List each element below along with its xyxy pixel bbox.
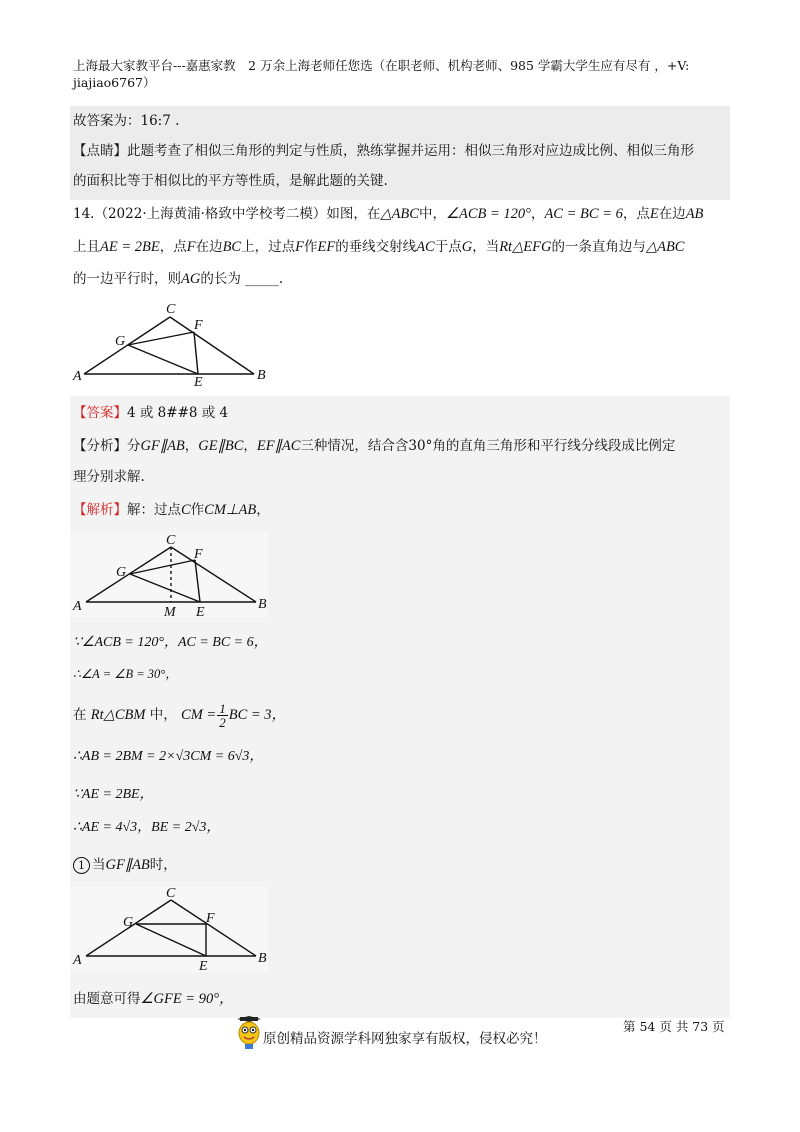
answer-line [73, 404, 729, 422]
solution-step7 [73, 990, 729, 1008]
q-text: 在边 [195, 239, 223, 255]
header-text: 上海最大家教平台---嘉惠家教 2 万余上海老师任您选（在职老师、机构老师、985 学霸大学生应有尽有 ，+V: jiajiao6767） [73, 58, 690, 90]
q-math: G [461, 239, 473, 255]
q-text: ，点 [159, 239, 187, 255]
q-text: 作 [303, 239, 318, 255]
a-text: ， [243, 438, 257, 454]
solution-tag: 【解析】 [73, 502, 127, 518]
q-text: 上且 [73, 239, 100, 255]
fraction-num: 1 [219, 701, 226, 716]
label-C: C [166, 302, 176, 317]
label-E: E [199, 959, 208, 974]
q-math: △ABC [645, 239, 685, 255]
prev-comment-line2: 的面积比等于相似比的平方等性质，是解此题的关键. [73, 173, 388, 189]
question-figure [70, 298, 280, 390]
a-math: GF∥AB [140, 438, 185, 454]
label-E: E [196, 605, 205, 620]
q-text: 的一条直角边与 [551, 239, 646, 255]
mascot-icon [236, 1016, 262, 1050]
page-header [73, 57, 733, 91]
fraction-half [217, 702, 228, 729]
label-A: A [73, 953, 82, 968]
label-C: C [166, 886, 176, 901]
s-text: 解：过点 [127, 502, 181, 518]
page-number: 第 54 页 共 73 页 [623, 1019, 725, 1034]
q-text: 于点 [434, 239, 462, 255]
s-math: C [181, 502, 191, 518]
label-F: F [206, 911, 215, 926]
label-M: M [164, 605, 176, 620]
q-math: ∠ACB = 120° [445, 206, 531, 222]
a-math: EF∥AC [256, 438, 301, 454]
q-math: BC [222, 239, 242, 255]
q-math: F [186, 239, 196, 255]
label-B: B [258, 597, 267, 612]
s-text: ， [256, 502, 270, 518]
solution-step4: ∴AB = 2BM = 2×√3CM = 6√3， [73, 749, 264, 764]
answer-blank: _____. [245, 271, 284, 287]
label-C: C [166, 533, 176, 548]
s-text: 中， [149, 707, 177, 723]
comment-tag: 【点睛】 [73, 143, 127, 159]
s-text: 作 [190, 502, 205, 518]
q-math: △ABC [380, 206, 419, 222]
q-text: ，当 [472, 239, 500, 255]
label-E: E [194, 375, 203, 390]
q-text: ， [530, 206, 545, 222]
fraction-den: 2 [219, 715, 226, 730]
s-math: Rt△CBM [90, 707, 146, 723]
solution-intro [73, 501, 729, 519]
s-text: 在 [73, 707, 87, 723]
comment-text-1: 此题考查了相似三角形的判定与性质，熟练掌握并运用：相似三角形对应边成比例、相似三角形 [127, 143, 694, 159]
analysis-line1 [73, 437, 729, 455]
question-line2 [73, 238, 729, 256]
q-math: AC = BC = 6 [544, 206, 623, 222]
q-math: AG [181, 271, 201, 287]
s-math: GF∥AB [105, 857, 150, 873]
label-F: F [194, 318, 203, 333]
question-line1 [73, 205, 729, 223]
label-G: G [123, 915, 134, 930]
copyright-notice: 原创精品资源学科网独家享有版权，侵权必究！ [263, 1031, 547, 1047]
solution-figure-2 [70, 884, 280, 976]
answer-tag: 【答案】 [73, 405, 127, 421]
prev-comment-line1 [73, 142, 729, 160]
s-text: 时， [149, 857, 177, 873]
q-math: EF [317, 239, 336, 255]
label-G: G [115, 334, 126, 349]
label-A: A [73, 599, 82, 614]
q-text: 中， [418, 206, 446, 222]
circled-number: 1 [73, 857, 90, 874]
s-text: 由题意可得 [73, 991, 141, 1007]
q-text: 上，过点 [241, 239, 296, 255]
label-B: B [257, 368, 266, 383]
label-F: F [194, 547, 203, 562]
solution-step1: ∵∠ACB = 120°，AC = BC = 6， [73, 635, 268, 650]
a-text: 三种情况，结合含30°角的直角三角形和平行线分线段成比例定 [300, 438, 676, 454]
s-text: 当 [92, 857, 106, 873]
solution-step5: ∵AE = 2BE， [73, 787, 154, 802]
q-text: 的长为 [200, 271, 241, 287]
answer-value: 4 或 8##8 或 4 [127, 405, 229, 421]
label-B: B [258, 951, 267, 966]
a-text: 分 [127, 438, 141, 454]
label-G: G [116, 565, 127, 580]
s-math: ∠GFE = 90°， [140, 991, 234, 1007]
s-math: CM = [181, 707, 217, 723]
q-text: 在边 [658, 206, 686, 222]
label-A: A [73, 369, 82, 384]
q-math: Rt△EFG [499, 239, 552, 255]
s-math: BC = 3， [228, 707, 287, 723]
solution-step2: ∴∠A = ∠B = 30°， [73, 667, 178, 681]
s-math: CM⊥AB [204, 502, 257, 518]
analysis-line2: 理分别求解. [73, 469, 145, 485]
q-math: AE = 2BE [100, 239, 160, 255]
q-text: 的垂线交射线 [335, 239, 417, 255]
solution-step3 [73, 700, 729, 730]
analysis-tag: 【分析】 [73, 438, 127, 454]
solution-figure-1 [70, 530, 280, 622]
q-text: ，点 [622, 206, 650, 222]
q-math: AC [416, 239, 435, 255]
a-math: GE∥BC [198, 438, 244, 454]
q-text: 的一边平行时，则 [73, 271, 181, 287]
case1-line [73, 856, 729, 874]
q-math: F [295, 239, 304, 255]
a-text: ， [184, 438, 199, 454]
q-text: 14.（2022·上海黄浦·格致中学校考二模）如图，在 [73, 206, 381, 222]
prev-answer-line: 故答案为：16:7 . [73, 113, 180, 129]
solution-step6: ∴AE = 4√3，BE = 2√3， [73, 820, 221, 835]
question-line3 [73, 270, 729, 288]
q-math: AB [685, 206, 704, 222]
q-math: E [649, 206, 659, 222]
